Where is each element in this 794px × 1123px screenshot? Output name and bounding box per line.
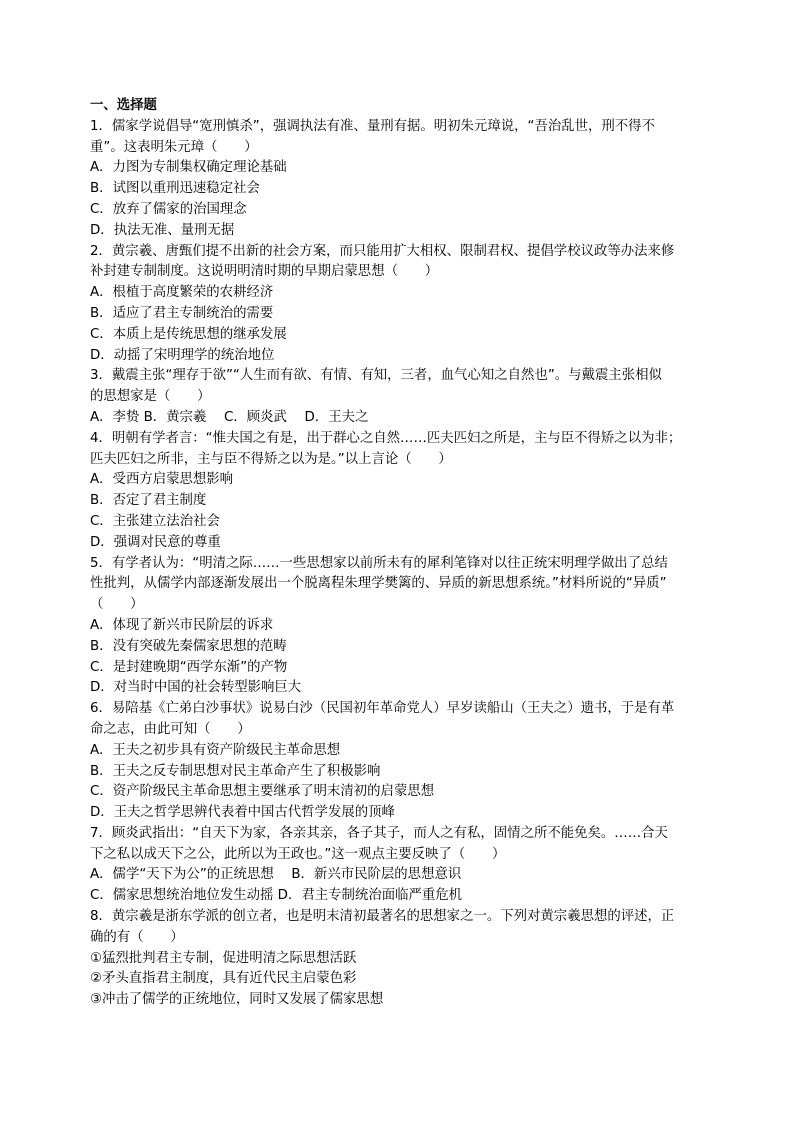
text-line: 匹夫匹妇之所非，主与臣不得矫之以为是。”以上言论（ ） xyxy=(90,451,452,467)
text-line: （ ） xyxy=(90,597,144,613)
text-line: 6．易陪基《亡弟白沙事状》说易白沙（民国初年革命党人）早岁读船山（王夫之）遗书，于是有革 xyxy=(90,701,675,717)
text-line: A．王夫之初步具有资产阶级民主革命思想 xyxy=(90,742,341,758)
text-line: A．受西方启蒙思想影响 xyxy=(90,472,234,488)
text-line: 4．明朝有学者言：“惟夫国之有是，出于群心之自然……匹夫匹妇之所是，主与臣不得矫之以为非； xyxy=(90,430,682,446)
text-line: 性批判，从儒学内部逐渐发展出一个脱离程朱理学樊篱的、异质的新思想系统。”材料所说的“异质” xyxy=(90,576,667,592)
text-line: 7．顾炎武指出：“自天下为家，各亲其亲，各子其子，而人之有私，固情之所不能免矣。……合天 xyxy=(90,825,668,841)
text-line: C．是封建晚期“西学东渐”的产物 xyxy=(90,659,288,675)
text-line: ③冲击了儒学的正统地位，同时又发展了儒家思想 xyxy=(90,992,384,1008)
section-title: 一、选择题 xyxy=(90,98,157,113)
text-line: 补封建专制制度。这说明明清时期的早期启蒙思想（ ） xyxy=(90,264,439,280)
text-line: C．放弃了儒家的治国理念 xyxy=(90,201,247,217)
text-line: B．否定了君主制度 xyxy=(90,493,207,509)
text-line: 8．黄宗羲是浙东学派的创立者，也是明末清初最著名的思想家之一。下列对黄宗羲思想的评述，正 xyxy=(90,909,675,925)
text-line: D．王夫之哲学思辨代表着中国古代哲学发展的顶峰 xyxy=(90,805,395,821)
text-line: C．儒家思想统治地位发生动摇 D．君主专制统治面临严重危机 xyxy=(90,888,463,904)
text-line: 命之志，由此可知（ ） xyxy=(90,721,251,737)
text-line: ①猛烈批判君主专制，促进明清之际思想活跃 xyxy=(90,950,357,966)
text-line: A．儒学“天下为公”的正统思想 B．新兴市民阶层的思想意识 xyxy=(90,867,462,883)
document-page xyxy=(90,96,715,1011)
text-line: C．主张建立法治社会 xyxy=(90,513,220,529)
text-line: 的思想家是（ ） xyxy=(90,389,211,405)
text-line: 确的有（ ） xyxy=(90,929,184,945)
text-line: B．没有突破先秦儒家思想的范畴 xyxy=(90,638,287,654)
text-line: 3．戴震主张“理存于欲”“人生而有欲、有情、有知，三者，血气心知之自然也”。与戴震主张相似 xyxy=(90,368,662,384)
text-line: A．力图为专制集权确定理论基础 xyxy=(90,160,287,176)
text-line: 1．儒家学说倡导“宽刑慎杀”，强调执法有准、量刑有据。明初朱元璋说，“吾治乱世，刑不得不 xyxy=(90,118,655,134)
text-line: B．适应了君主专制统治的需要 xyxy=(90,305,274,321)
text-line: 2．黄宗羲、唐甄们提不出新的社会方案，而只能用扩大相权、限制君权、提倡学校议政等办法来修 xyxy=(90,243,675,259)
text-line: A．体现了新兴市民阶层的诉求 xyxy=(90,617,274,633)
text-line: B．试图以重刑迅速稳定社会 xyxy=(90,181,260,197)
text-line: 重”。这表明朱元璋（ ） xyxy=(90,139,258,155)
text-line: A．根植于高度繁荣的农耕经济 xyxy=(90,285,274,301)
text-line: 下之私以成天下之公，此所以为王政也。”这一观点主要反映了（ ） xyxy=(90,846,506,862)
text-line: 5．有学者认为：“明清之际……一些思想家以前所未有的犀利笔锋对以往正统宋明理学做出了总结 xyxy=(90,555,668,571)
question-list xyxy=(90,117,715,1011)
text-line: D．对当时中国的社会转型影响巨大 xyxy=(90,680,302,696)
text-line: ②矛头直指君主制度，具有近代民主启蒙色彩 xyxy=(90,971,357,987)
text-line: D．执法无准、量刑无据 xyxy=(90,222,235,238)
text-line: A．李贽 B．黄宗羲 C．顾炎武 D．王夫之 xyxy=(90,409,369,425)
text-line: D．动摇了宋明理学的统治地位 xyxy=(90,347,275,363)
text-line: D．强调对民意的尊重 xyxy=(90,534,221,550)
text-line: B．王夫之反专制思想对民主革命产生了积极影响 xyxy=(90,763,381,779)
text-line: C．本质上是传统思想的继承发展 xyxy=(90,326,287,342)
text-line: C．资产阶级民主革命思想主要继承了明末清初的启蒙思想 xyxy=(90,784,435,800)
